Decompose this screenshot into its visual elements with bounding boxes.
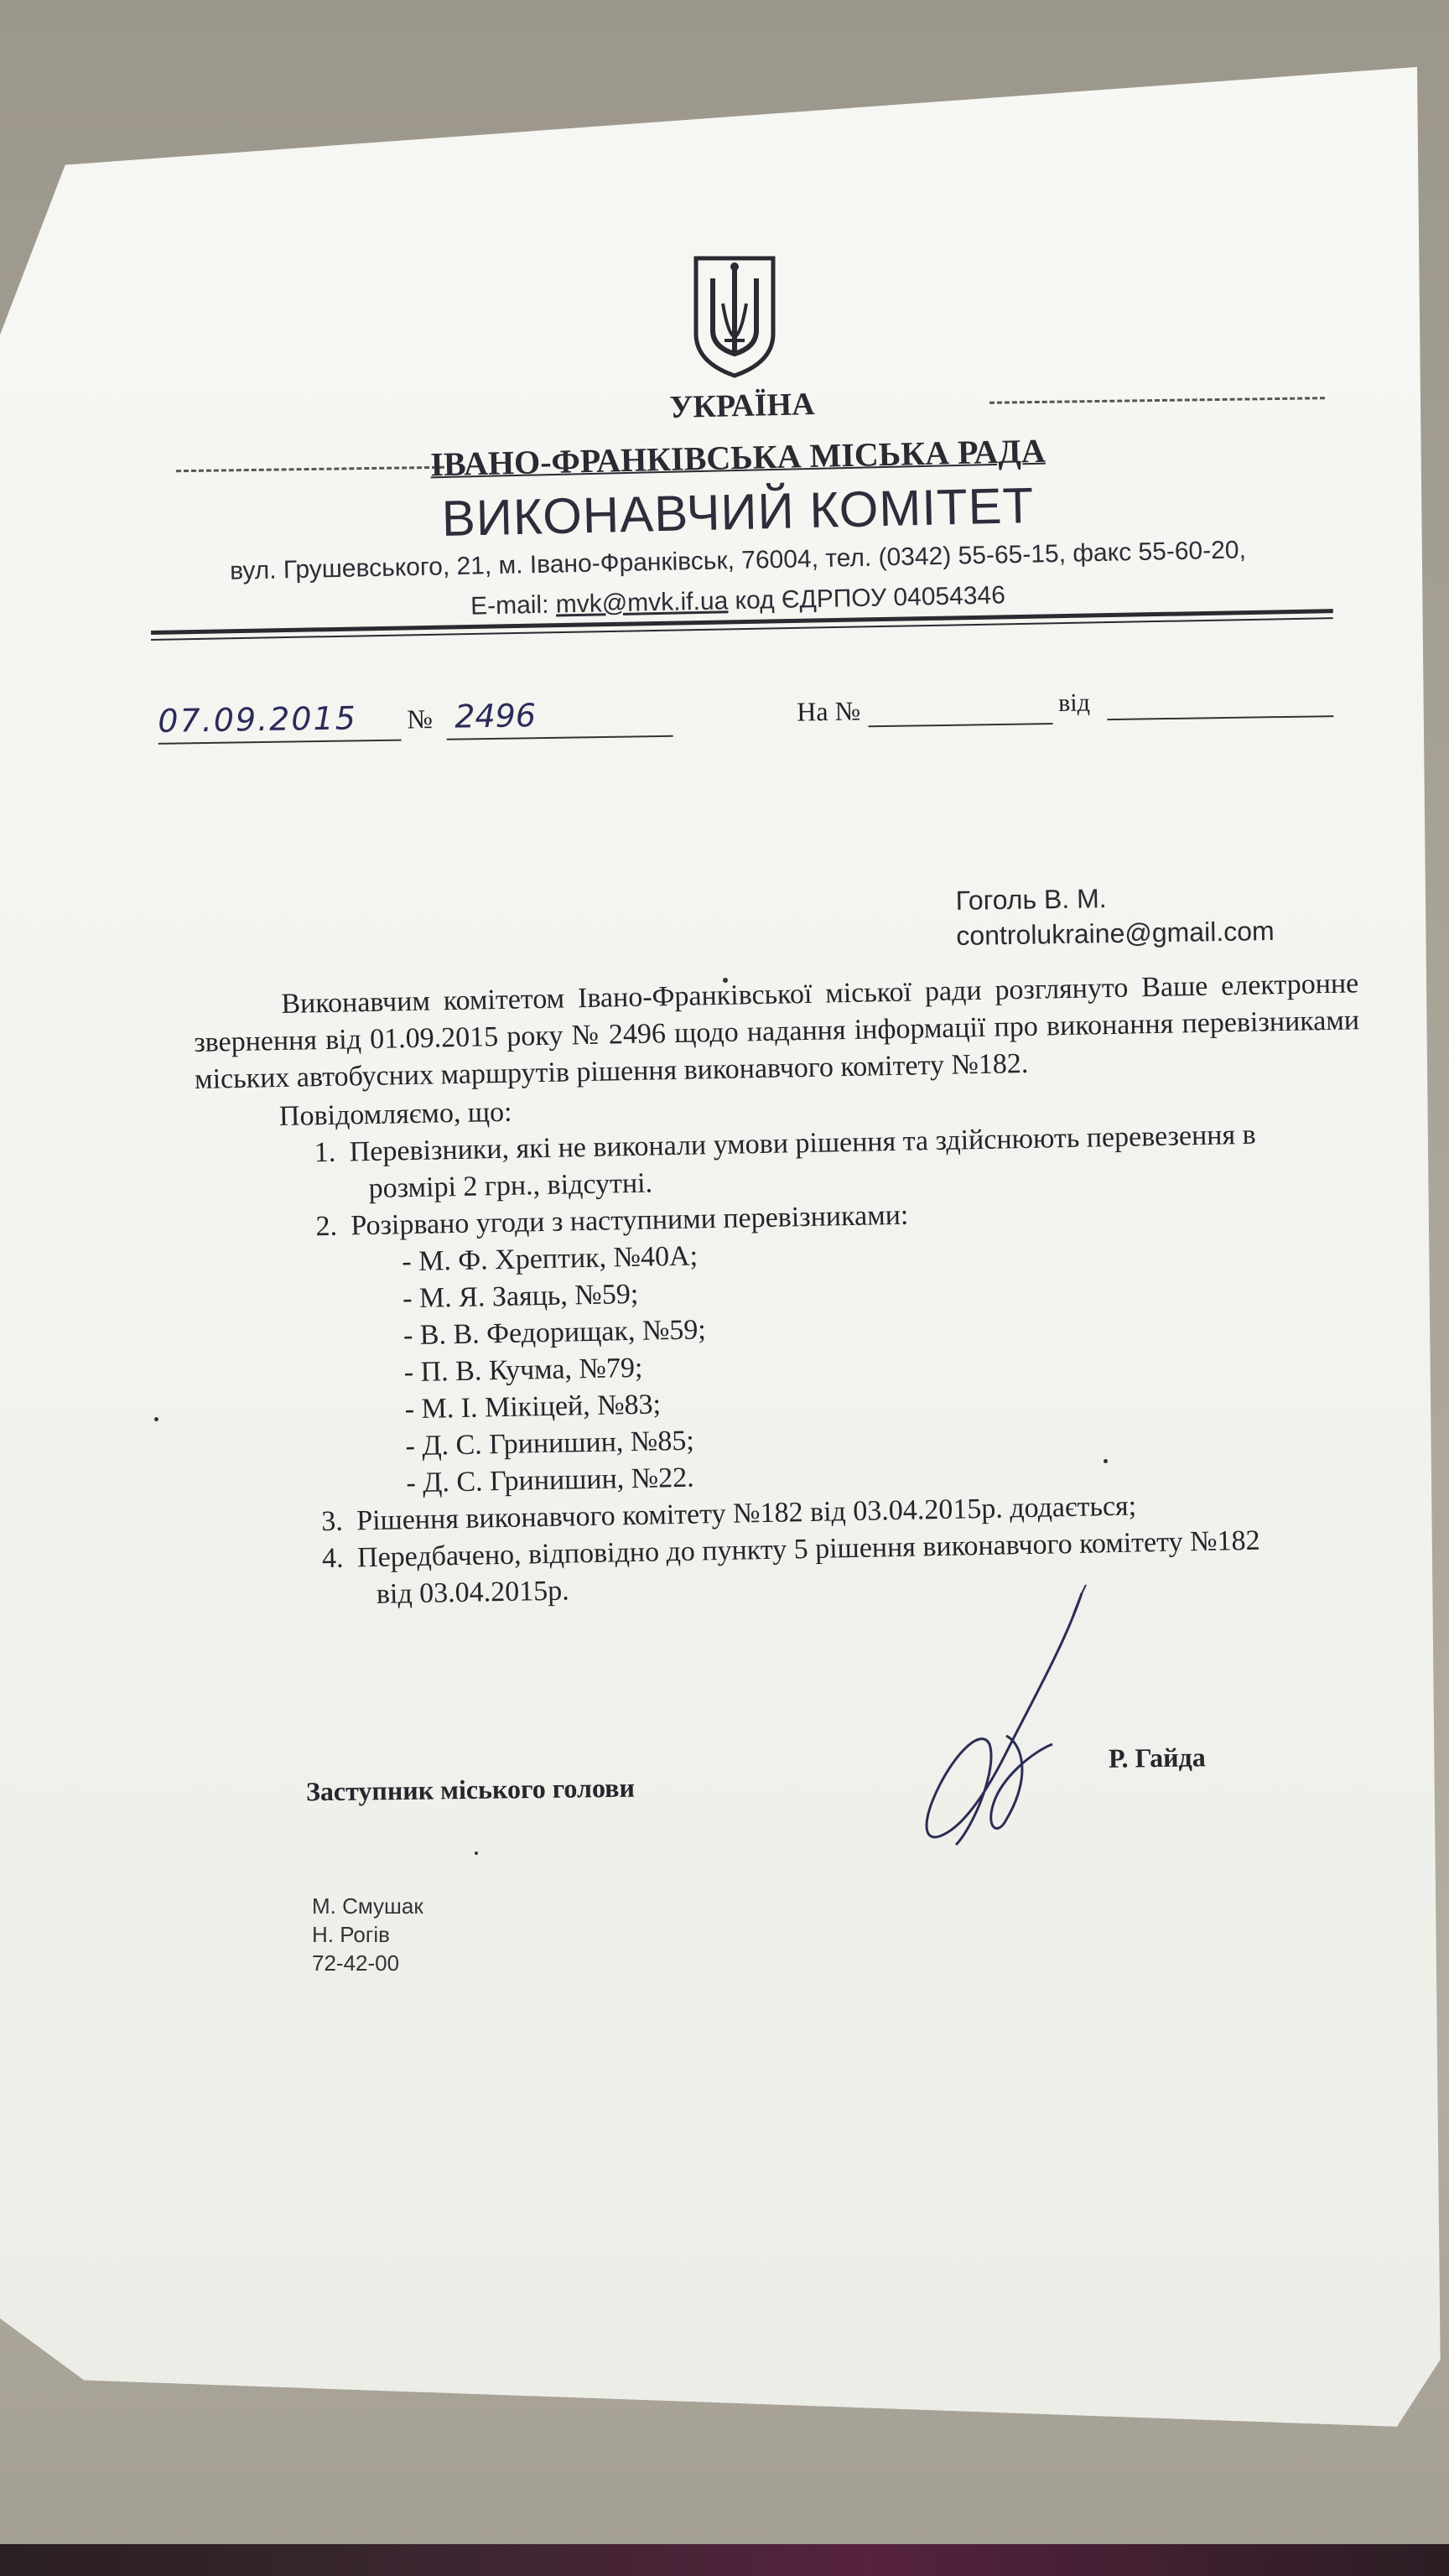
incoming-number-label: На № bbox=[796, 695, 861, 727]
carrier-list bbox=[351, 1225, 1368, 1503]
number-label: № bbox=[407, 704, 434, 735]
incoming-date-blank bbox=[1107, 715, 1333, 720]
country-name: УКРАЇНА bbox=[669, 387, 815, 425]
carrier-item: - М. Я. Заяць, №59; bbox=[402, 1278, 639, 1315]
item3-text: Рішення виконавчого комітету №182 від 03.04.2015р. додається; bbox=[356, 1490, 1137, 1537]
council-name: ІВАНО-ФРАНКІВСЬКА МІСЬКА РАДА bbox=[429, 431, 1046, 484]
executor-phone: 72-42-00 bbox=[312, 1950, 400, 1976]
signer-name: Р. Гайда bbox=[1108, 1742, 1206, 1774]
item1-line1: Перевізники, які не виконали умови рішення та здійснюють перевезення в bbox=[349, 1119, 1256, 1168]
carrier-item: - П. В. Кучма, №79; bbox=[403, 1352, 643, 1389]
item1-line2: розмірі 2 грн., відсутні. bbox=[368, 1167, 653, 1205]
email-link[interactable]: mvk@mvk.if.ua bbox=[555, 587, 729, 619]
carrier-item: - Д. С. Гринишин, №22. bbox=[406, 1462, 694, 1499]
main-paragraph: Виконавчим комітетом Івано-Франківської міської ради розглянуто Ваше електронне звернення від 01.09.2015 року № 2496 щодо надання інформації про виконання перевізниками міських автобусних маршрутів рішення виконавчого комітету №182. bbox=[193, 968, 1360, 1095]
speck bbox=[1104, 1459, 1108, 1463]
carrier-item: - В. В. Федорищак, №59; bbox=[402, 1314, 707, 1352]
executor-block bbox=[312, 1892, 423, 1977]
edrpou-code: код ЄДРПОУ 04054346 bbox=[727, 581, 1006, 615]
outgoing-number: 2496 bbox=[446, 695, 673, 740]
recipient-email: controlukraine@gmail.com bbox=[956, 916, 1275, 951]
executor-line: Н. Рогів bbox=[312, 1922, 390, 1947]
coat-of-arms-icon bbox=[691, 253, 778, 379]
letter-body bbox=[193, 965, 1370, 1617]
carrier-item: - М. І. Мікіцей, №83; bbox=[404, 1389, 662, 1426]
item4-line1: Передбачено, відповідно до пункту 5 рішення виконавчого комітету №182 bbox=[356, 1524, 1260, 1574]
executor-line: М. Смушак bbox=[312, 1893, 423, 1919]
committee-name: ВИКОНАВЧИЙ КОМІТЕТ bbox=[441, 476, 1035, 548]
notify-line: Повідомляємо, що: bbox=[278, 1096, 512, 1133]
item2-text: Розірвано угоди з наступними перевізниками: bbox=[351, 1199, 909, 1242]
incoming-number-blank bbox=[868, 723, 1052, 727]
carrier-item: - Д. С. Гринишин, №85; bbox=[405, 1425, 695, 1462]
address-line: вул. Грушевського, 21, м. Івано-Франківськ, 76004, тел. (0342) 55-65-15, факс 55-60-20, bbox=[229, 536, 1247, 585]
carrier-item: - М. Ф. Хрептик, №40А; bbox=[401, 1240, 699, 1278]
outgoing-date: 07.09.2015 bbox=[158, 699, 402, 745]
incoming-date-label: від bbox=[1057, 688, 1091, 717]
list-item bbox=[344, 1188, 1368, 1503]
speck bbox=[154, 1417, 158, 1421]
speck bbox=[475, 1852, 478, 1855]
item4-line2: від 03.04.2015р. bbox=[376, 1575, 570, 1610]
response-list bbox=[195, 1114, 1370, 1617]
email-prefix: E-mail: bbox=[470, 590, 557, 621]
recipient-name: Гоголь В. М. bbox=[955, 883, 1107, 916]
handwritten-signature bbox=[906, 1576, 1124, 1862]
recipient-block bbox=[955, 878, 1275, 953]
signer-position: Заступник міського голови bbox=[305, 1772, 636, 1807]
reference-row bbox=[151, 684, 1376, 753]
